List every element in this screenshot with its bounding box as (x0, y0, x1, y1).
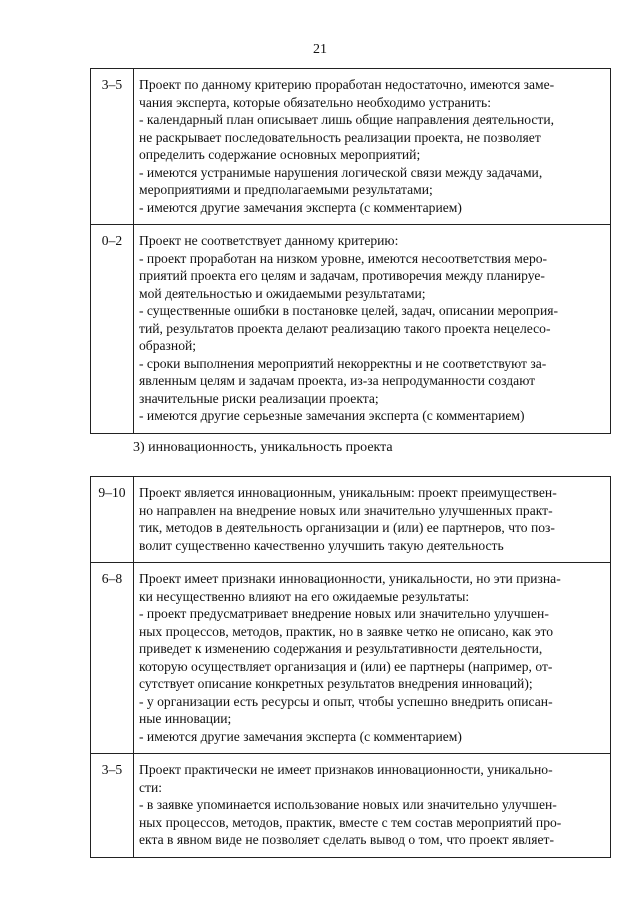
description-line: - имеются другие замечания эксперта (с комментарием) (139, 199, 462, 215)
description-line: чания эксперта, которые обязательно необходимо устранить: (139, 94, 492, 110)
description-line: - имеются устранимые нарушения логической связи между задачами, (139, 164, 543, 180)
description-line: но направлен на внедрение новых или значительно улучшенных практ- (139, 502, 553, 518)
description-line: - проект предусматривает внедрение новых или значительно улучшен- (139, 606, 549, 621)
criteria-table-1 (90, 68, 611, 434)
criteria-row (91, 225, 611, 434)
description-line: тий, результатов проекта делают реализацию такого проекта нецелесо- (139, 320, 551, 336)
description-line: сутствует описание конкретных результатов внедрения инноваций); (139, 676, 533, 691)
description-line: ки несущественно влияют на его ожидаемые результаты: (139, 588, 470, 604)
description-line: ных процессов, методов, практик, вместе с тем состав мероприятий про- (139, 814, 562, 830)
description-line: Проект является инновационным, уникальным: проект преимуществен- (139, 485, 557, 500)
description-cell (134, 477, 611, 563)
description-line: екта в явном виде не позволяет сделать вывод о том, что проект являет- (139, 832, 554, 847)
criteria-row (91, 563, 611, 754)
score-cell: 3–5 (91, 754, 134, 858)
description-line: определить содержание основных мероприятий; (139, 147, 421, 162)
description-line: - имеются другие замечания эксперта (с комментарием) (139, 728, 462, 744)
description-line: сти: (139, 779, 163, 795)
description-line: которую осуществляет организация и (или) ее партнеры (например, от- (139, 658, 553, 674)
description-line: явленным целям и задачам проекта, из-за непродуманности создают (139, 373, 536, 388)
description-cell (134, 225, 611, 434)
description-line: - календарный план описывает лишь общие направления деятельности, (139, 112, 555, 127)
description-line: приятий проекта его целям и задачам, противоречия между планируе- (139, 268, 545, 283)
description-line: ных процессов, методов, практик, но в заявке четко не описано, как это (139, 623, 554, 639)
section-heading: 3) инновационность, уникальность проекта (133, 440, 393, 455)
score-cell: 3–5 (91, 69, 134, 225)
page-number: 21 (313, 42, 327, 57)
description-line: - в заявке упоминается использование новых или значительно улучшен- (139, 797, 557, 812)
description-line: Проект практически не имеет признаков инновационности, уникально- (139, 762, 553, 777)
description-line: тик, методов в деятельность организации и (или) ее партнеров, что поз- (139, 520, 555, 535)
score-cell: 6–8 (91, 563, 134, 754)
description-line: не раскрывает последовательность реализации проекта, не позволяет (139, 129, 541, 145)
description-line: - сроки выполнения мероприятий некорректны и не соответствуют за- (139, 355, 547, 371)
description-line: мой деятельностью и ожидаемыми результатами; (139, 285, 426, 301)
description-cell (134, 563, 611, 754)
description-line: - существенные ошибки в постановке целей, задач, описании мероприя- (139, 303, 558, 318)
description-line: Проект по данному критерию проработан недостаточно, имеются заме- (139, 77, 555, 92)
description-line: образной; (139, 338, 197, 353)
description-line: - у организации есть ресурсы и опыт, чтобы успешно внедрить описан- (139, 693, 553, 709)
description-line: Проект имеет признаки инновационности, уникальности, но эти призна- (139, 571, 561, 586)
criteria-row (91, 69, 611, 225)
criteria-row (91, 754, 611, 858)
description-cell (134, 754, 611, 858)
description-line: приведет к изменению содержания и результативности деятельности, (139, 641, 543, 656)
description-line: значительные риски реализации проекта; (139, 390, 379, 406)
description-cell (134, 69, 611, 225)
score-cell: 0–2 (91, 225, 134, 434)
score-cell: 9–10 (91, 477, 134, 563)
description-line: волит существенно качественно улучшить такую деятельность (139, 537, 504, 553)
description-line: мероприятиями и предполагаемыми результатами; (139, 182, 433, 197)
description-line: - проект проработан на низком уровне, имеются несоответствия меро- (139, 250, 548, 266)
description-line: Проект не соответствует данному критерию: (139, 233, 399, 248)
criteria-row (91, 477, 611, 563)
criteria-table-2 (90, 476, 611, 858)
description-line: - имеются другие серьезные замечания эксперта (с комментарием) (139, 408, 525, 423)
description-line: ные инновации; (139, 711, 232, 726)
